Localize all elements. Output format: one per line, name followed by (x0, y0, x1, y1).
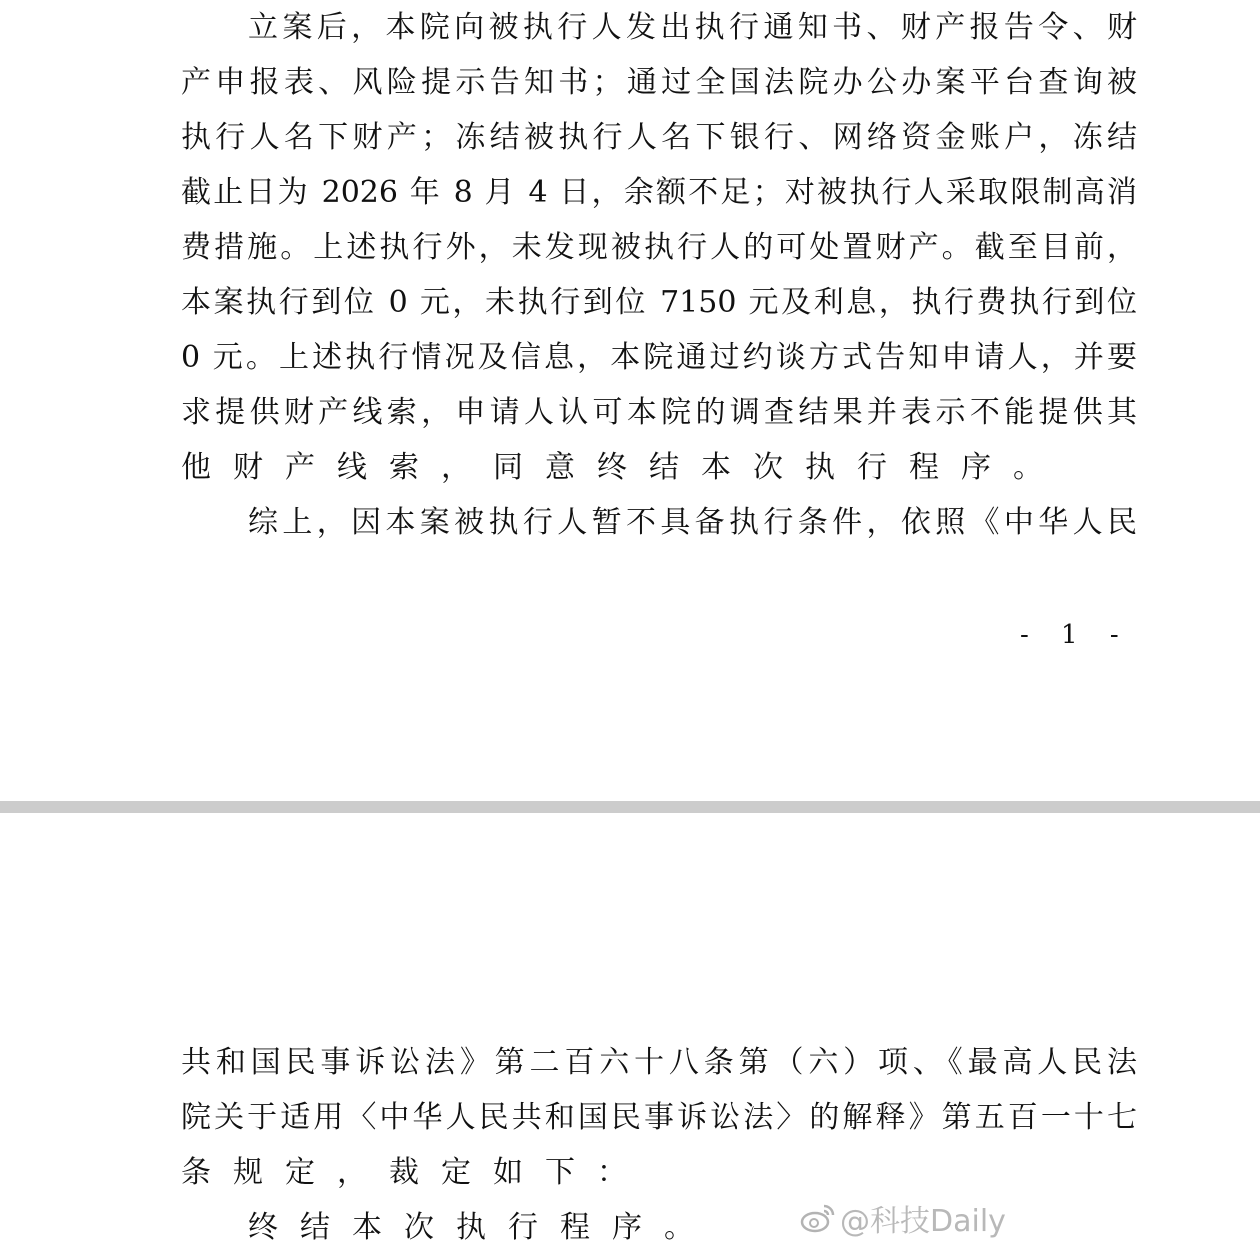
watermark-text: @科技Daily (840, 1204, 1006, 1239)
paragraph-line: 综上，因本案被执行人暂不具备执行条件，依照《中华人民 (248, 505, 1137, 540)
paragraph-line: 0 元。上述执行情况及信息，本院通过约谈方式告知申请人，并要 (181, 340, 1137, 375)
watermark (800, 1196, 1006, 1240)
page-divider (0, 801, 1260, 813)
paragraph-line: 本案执行到位 0 元，未执行到位 7150 元及利息，执行费执行到位 (181, 285, 1137, 320)
paragraph-line: 产申报表、风险提示告知书；通过全国法院办公办案平台查询被 (181, 65, 1137, 100)
paragraph-line: 截止日为 2026 年 8 月 4 日，余额不足；对被执行人采取限制高消 (181, 175, 1137, 210)
paragraph-line: 共和国民事诉讼法》第二百六十八条第（六）项、《最高人民法 (181, 1045, 1137, 1080)
paragraph-line: 求提供财产线索，申请人认可本院的调查结果并表示不能提供其 (181, 395, 1137, 430)
paragraph-line: 执行人名下财产；冻结被执行人名下银行、网络资金账户，冻结 (181, 120, 1137, 155)
paragraph-line: 立案后，本院向被执行人发出执行通知书、财产报告令、财 (248, 10, 1137, 45)
weibo-icon (800, 1202, 836, 1234)
paragraph-line: 他财产线索，同意终结本次执行程序。 (181, 450, 1065, 485)
paragraph-line: 院关于适用〈中华人民共和国民事诉讼法〉的解释》第五百一十七 (181, 1100, 1137, 1135)
paragraph-line: 条规定，裁定如下： (181, 1155, 649, 1190)
paragraph-line: 终结本次执行程序。 (248, 1210, 716, 1245)
paragraph-line: 费措施。上述执行外，未发现被执行人的可处置财产。截至目前， (181, 230, 1137, 265)
page-number: - 1 - (1020, 620, 1131, 650)
